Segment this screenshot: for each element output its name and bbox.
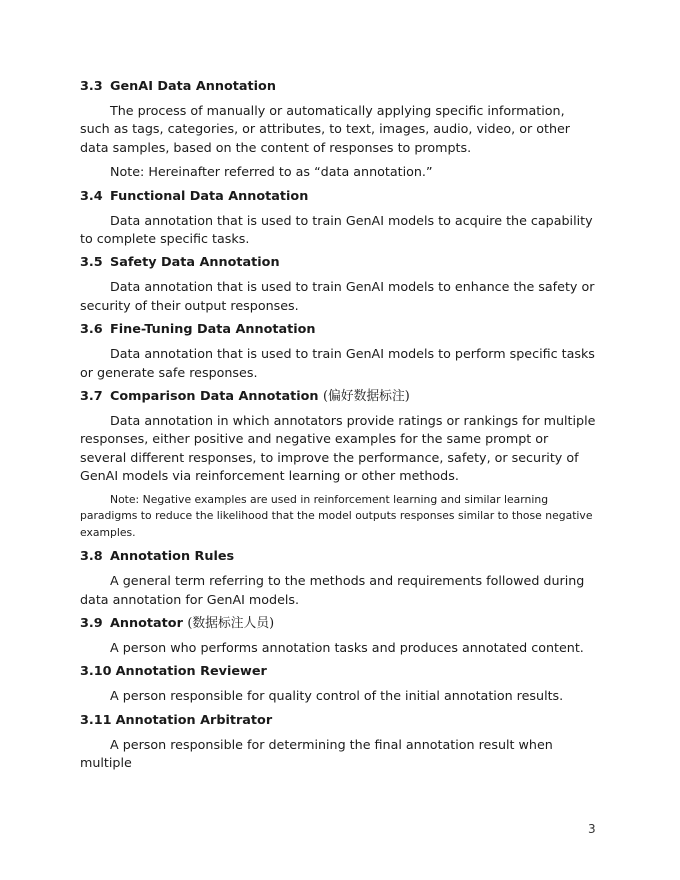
section-title: Annotation Rules: [110, 549, 235, 565]
section-heading: [80, 615, 596, 633]
section-note: Note: Hereinafter referred to as “data annotation.”: [110, 164, 433, 180]
section-heading: [80, 321, 596, 339]
section-note: Note: Negative examples are used in reinforcement learning and similar learning paradigms to reduce the likelihood that the model outputs responses similar to those negative examples.: [80, 492, 593, 539]
section-3-11: [80, 712, 596, 773]
section-3-8: [80, 548, 596, 609]
section-chinese-term: (数据标注人员): [187, 616, 275, 631]
section-heading: [80, 712, 596, 730]
section-title: Comparison Data Annotation: [110, 389, 319, 405]
section-3-4: [80, 188, 596, 249]
section-number: 3.3: [80, 79, 103, 94]
section-3-7: [80, 388, 596, 541]
section-definition: A general term referring to the methods and requirements followed during data annotation for GenAI models.: [80, 573, 585, 607]
section-heading: [80, 388, 596, 406]
section-chinese-term: (偏好数据标注): [323, 389, 410, 405]
section-definition: A person who performs annotation tasks and produces annotated content.: [110, 640, 584, 655]
section-title: Annotation Arbitrator: [115, 712, 273, 728]
section-number: 3.9: [80, 616, 103, 631]
section-heading: [80, 548, 596, 566]
section-number: 3.5: [80, 255, 103, 271]
section-3-9: [80, 615, 596, 657]
section-number: 3.6: [80, 322, 103, 338]
document-page: [80, 78, 596, 779]
section-title: Safety Data Annotation: [110, 255, 280, 271]
section-definition: Data annotation in which annotators provide ratings or rankings for multiple responses, either positive and negative examples for the same prompt or several different responses, to improve the performance, safety, or security of GenAI models via reinforcement learning or other methods.: [80, 413, 596, 484]
section-number: 3.11: [80, 712, 112, 728]
section-heading: [80, 663, 596, 681]
section-number: 3.10: [80, 664, 112, 680]
section-3-10: [80, 663, 596, 705]
section-title: Annotator: [110, 616, 183, 631]
section-number: 3.4: [80, 188, 103, 204]
section-number: 3.8: [80, 549, 103, 565]
section-definition: Data annotation that is used to train GenAI models to enhance the safety or security of their output responses.: [80, 279, 595, 313]
section-definition: Data annotation that is used to train GenAI models to perform specific tasks or generate safe responses.: [80, 346, 595, 380]
page-number: 3: [588, 822, 596, 836]
section-title: Functional Data Annotation: [110, 188, 309, 204]
section-heading: [80, 188, 596, 206]
section-definition: Data annotation that is used to train GenAI models to acquire the capability to complete specific tasks.: [80, 212, 593, 247]
section-definition: A person responsible for determining the final annotation result when multiple: [80, 736, 553, 771]
section-definition: The process of manually or automatically applying specific information, such as tags, categories, or attributes, to text, images, audio, video, or other data samples, based on the content of responses to prompts.: [80, 103, 571, 155]
section-number: 3.7: [80, 389, 103, 405]
section-heading: [80, 254, 596, 272]
section-title: GenAI Data Annotation: [110, 79, 276, 94]
section-3-3: [80, 78, 596, 182]
section-title: Annotation Reviewer: [115, 664, 267, 680]
section-3-5: [80, 254, 596, 315]
section-definition: A person responsible for quality control of the initial annotation results.: [110, 688, 564, 704]
section-title: Fine-Tuning Data Annotation: [110, 322, 316, 338]
section-heading: [80, 78, 596, 96]
section-3-6: [80, 321, 596, 382]
